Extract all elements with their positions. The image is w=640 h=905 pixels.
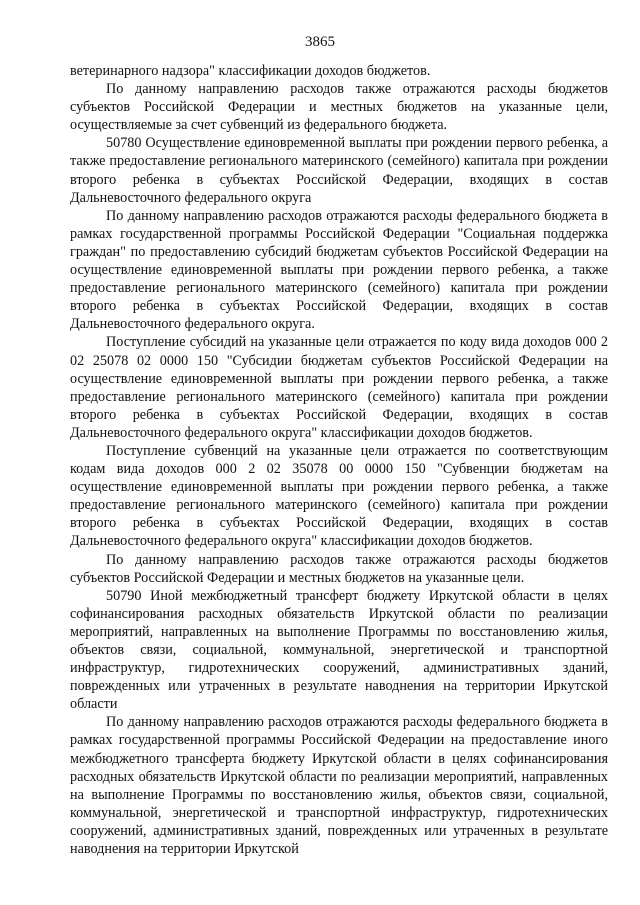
paragraph: По данному направлению расходов отражаются расходы федерального бюджета в рамках государственной программы Российской Федерации "Социальная поддержка граждан" по предоставлению субсидий бюджетам субъектов Российской Федерации на осуществление единовременной выплаты при рождении первого ребенка, а также предоставление регионального материнского (семейного) капитала при рождении второго ребенка в субъектах Российской Федерации, входящих в состав Дальневосточного федерального округа. bbox=[70, 207, 608, 333]
page-number: 3865 bbox=[305, 34, 335, 50]
paragraph: По данному направлению расходов отражаются расходы федерального бюджета в рамках государственной программы Российской Федерации на предоставление иного межбюджетного трансферта бюджету Иркутской области в целях софинансирования расходных обязательств Иркутской области по реализации мероприятий, направленных на выполнение Программы по восстановлению жилья, объектов связи, социальной, коммунальной, энергетической и транспортной инфраструктур, гидротехнических сооружений, административных зданий, поврежденных или утраченных в результате наводнения на территории Иркутской bbox=[70, 714, 608, 858]
document-body bbox=[70, 62, 608, 858]
paragraph: Поступление субсидий на указанные цели отражается по коду вида доходов 000 2 02 25078 02 0000 150 "Субсидии бюджетам субъектов Российской Федерации на осуществление единовременной выплаты при рождении первого ребенка, а также предоставление регионального материнского (семейного) капитала при рождении второго ребенка в субъектах Российской Федерации, входящих в состав Дальневосточного федерального округа" классификации доходов бюджетов. bbox=[70, 334, 608, 441]
section-heading-50780: 50780 Осуществление единовременной выплаты при рождении первого ребенка, а также предоставление регионального материнского (семейного) капитала при рождении второго ребенка в субъектах Российской Федерации, входящих в состав Дальневосточного федерального округа bbox=[70, 135, 608, 206]
section-heading-50790: 50790 Иной межбюджетный трансферт бюджету Иркутской области в целях софинансирования расходных обязательств Иркутской области по реализации мероприятий, направленных на выполнение Программы по восстановлению жилья, объектов связи, социальной, коммунальной, энергетической и транспортной инфраструктур, гидротехнических сооружений, административных зданий, поврежденных или утраченных в результате наводнения на территории Иркутской области bbox=[70, 587, 608, 713]
paragraph: Поступление субвенций на указанные цели отражается по соответствующим кодам вида доходов 000 2 02 35078 00 0000 150 "Субвенции бюджетам на осуществление единовременной выплаты при рождении первого ребенка, а также предоставление регионального материнского (семейного) капитала при рождении второго ребенка в субъектах Российской Федерации, входящих в состав Дальневосточного федерального округа" классификации доходов бюджетов. bbox=[70, 442, 608, 550]
paragraph-continuation: ветеринарного надзора" классификации доходов бюджетов. bbox=[70, 63, 431, 79]
paragraph: По данному направлению расходов также отражаются расходы бюджетов субъектов Российской Федерации и местных бюджетов на указанные цели, осуществляемые за счет субвенций из федерального бюджета. bbox=[70, 81, 608, 134]
paragraph: По данному направлению расходов также отражаются расходы бюджетов субъектов Российской Федерации и местных бюджетов на указанные цели. bbox=[70, 551, 608, 586]
